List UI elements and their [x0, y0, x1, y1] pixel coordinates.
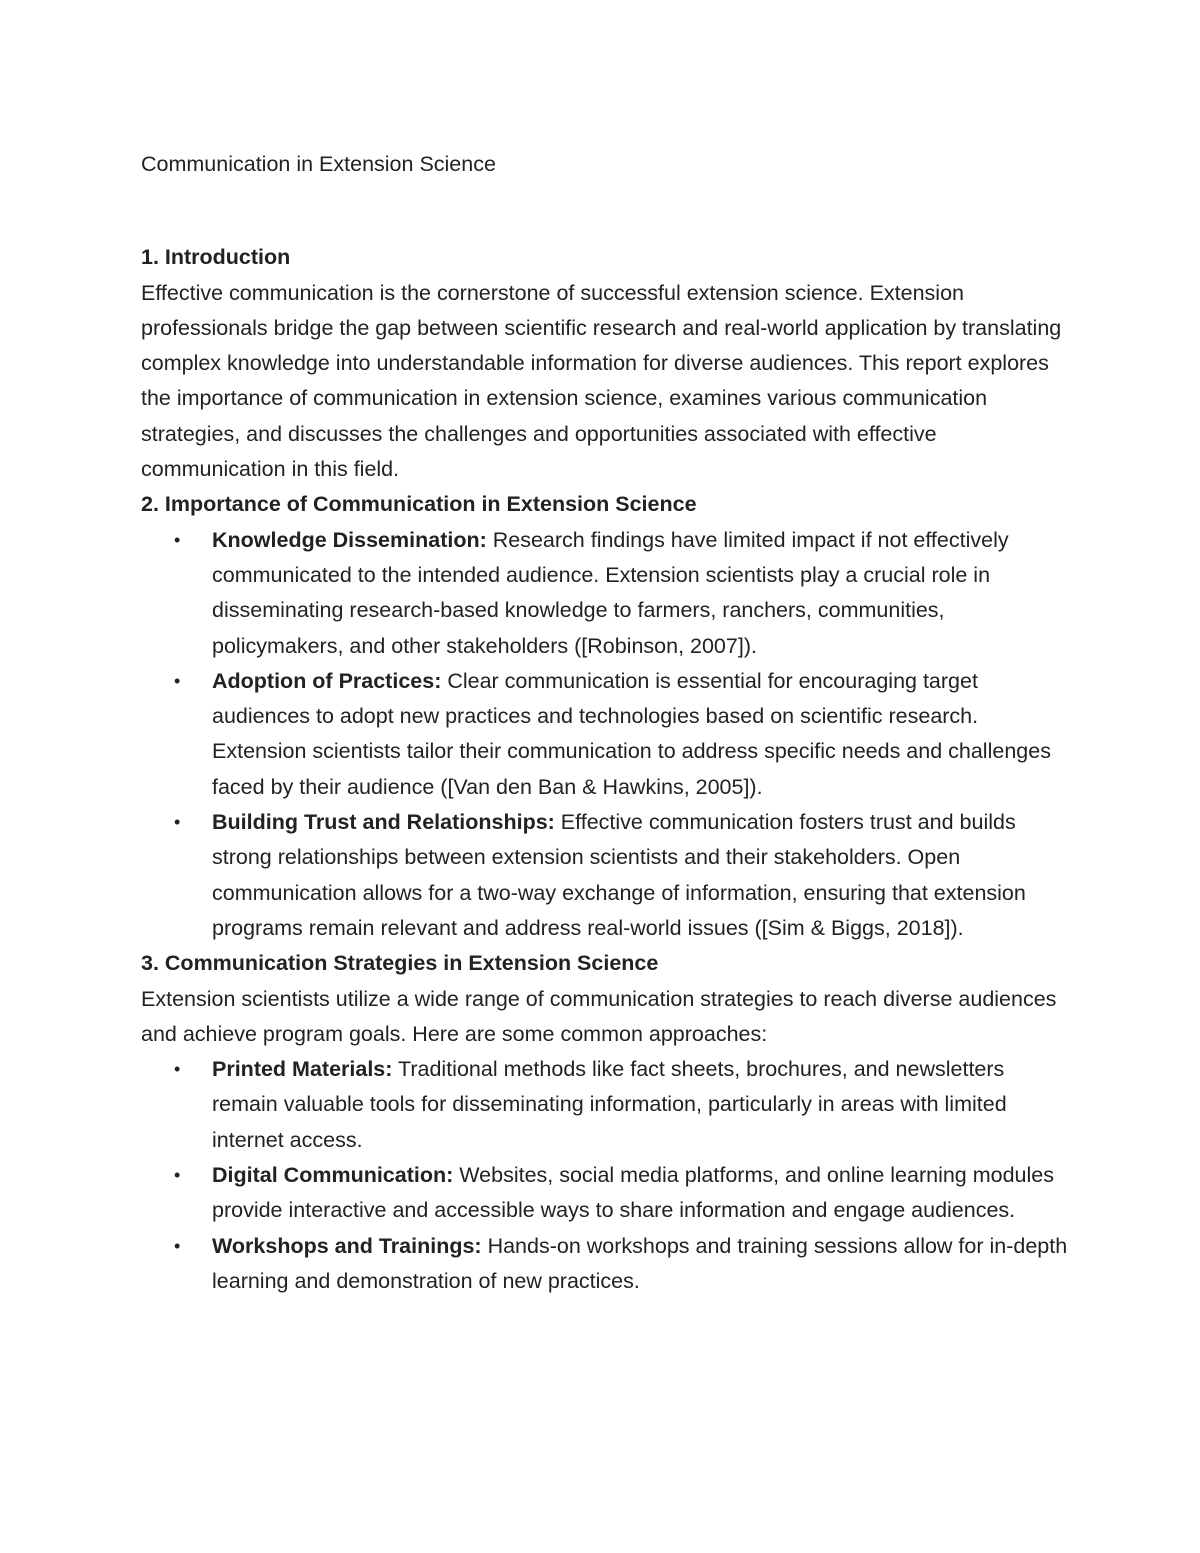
bullet-text: Traditional methods like fact sheets, brochures, and newsletters remain valuable tools for disseminating information, particularly in areas with limited internet access.: [212, 1057, 1007, 1152]
list-item: [141, 1052, 1071, 1158]
bullet-text: Research findings have limited impact if not effectively communicated to the intended audience. Extension scientists play a crucial role in disseminating research-based knowledge to farmers, ranchers, communities, policymakers, and other stakeholders ([Robinson, 2007]).: [212, 527, 1009, 658]
bullet-icon: •: [174, 1059, 181, 1080]
bullet-term: Adoption of Practices:: [212, 668, 442, 693]
bullet-term: Knowledge Dissemination:: [212, 527, 487, 552]
document-page: [141, 147, 1071, 1299]
bullet-text: Hands-on workshops and training sessions allow for in-depth learning and demonstration of new practices.: [212, 1233, 1068, 1293]
bullet-text: Websites, social media platforms, and online learning modules provide interactive and accessible ways to share information and engage audiences.: [212, 1163, 1055, 1223]
strategies-bullet-list: [141, 1052, 1071, 1299]
bullet-icon: •: [174, 1165, 181, 1186]
bullet-term: Building Trust and Relationships:: [212, 810, 555, 835]
importance-bullet-list: [141, 523, 1071, 947]
bullet-icon: •: [174, 529, 181, 550]
bullet-term: Workshops and Trainings:: [212, 1233, 482, 1258]
document-title: Communication in Extension Science: [141, 152, 496, 176]
strategies-paragraph: Extension scientists utilize a wide range of communication strategies to reach diverse audiences and achieve program goals. Here are some common approaches:: [141, 986, 1057, 1046]
bullet-text: Effective communication fosters trust and builds strong relationships between extension scientists and their stakeholders. Open communication allows for a two-way exchange of information, ensuring that extension programs remain relevant and address real-world issues ([Sim & Biggs, 2018]).: [212, 810, 1026, 940]
bullet-term: Printed Materials:: [212, 1057, 393, 1082]
list-item: [141, 805, 1071, 946]
bullet-icon: •: [174, 812, 181, 833]
bullet-icon: •: [174, 670, 181, 691]
list-item: [141, 664, 1071, 805]
bullet-icon: •: [174, 1235, 181, 1256]
bullet-term: Digital Communication:: [212, 1163, 454, 1188]
section-heading-introduction: 1. Introduction: [141, 245, 291, 270]
section-heading-importance: 2. Importance of Communication in Extension Science: [141, 492, 697, 517]
list-item: [141, 523, 1071, 664]
list-item: [141, 1158, 1071, 1229]
introduction-paragraph: Effective communication is the cornerstone of successful extension science. Extension professionals bridge the gap between scientific research and real-world application by translating complex knowledge into understandable information for diverse audiences. This report explores the importance of communication in extension science, examines various communication strategies, and discusses the challenges and opportunities associated with effective communication in this field.: [141, 280, 1062, 482]
list-item: [141, 1229, 1071, 1300]
section-heading-strategies: 3. Communication Strategies in Extension Science: [141, 951, 659, 976]
bullet-text: Clear communication is essential for encouraging target audiences to adopt new practices and technologies based on scientific research. Extension scientists tailor their communication to address specific needs and challenges faced by their audience ([Van den Ban & Hawkins, 2005]).: [212, 668, 1051, 799]
